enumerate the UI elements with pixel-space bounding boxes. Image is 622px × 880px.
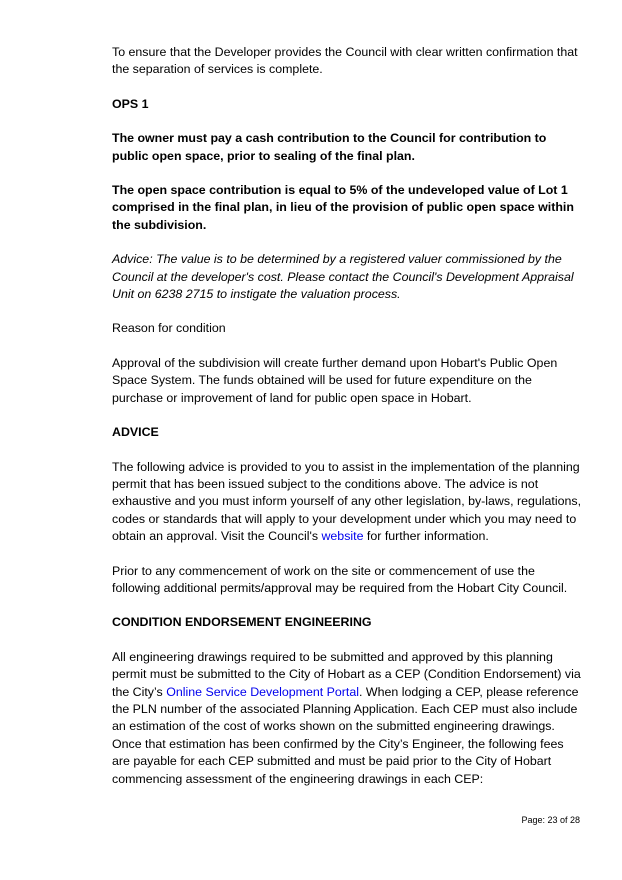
- separation-services-paragraph: To ensure that the Developer provides the Council with clear written confirmation that the separation of services is complete.: [112, 45, 578, 77]
- ops-heading: OPS 1: [112, 96, 149, 111]
- valuation-advice-paragraph: Advice: The value is to be determined by a registered valuer commissioned by the Council at the developer's cost. Please contact the Council's Development Appraisal Unit on 6238 2715 to instigate the valuation process.: [112, 252, 574, 302]
- advice-text-after: for further information.: [363, 529, 489, 544]
- advice-heading: ADVICE: [112, 425, 159, 440]
- ops-cash-contribution-paragraph: The owner must pay a cash contribution to the Council for contribution to public open space, prior to sealing of the final plan.: [112, 131, 547, 163]
- ops-open-space-paragraph: The open space contribution is equal to 5% of the undeveloped value of Lot 1 comprised in the final plan, in lieu of the provision of public open space within the subdivision.: [112, 183, 574, 232]
- website-link[interactable]: website: [321, 529, 364, 544]
- document-body: [112, 44, 582, 805]
- additional-permits-paragraph: Prior to any commencement of work on the site or commencement of use the following additional permits/approval may be required from the Hobart City Council.: [112, 563, 568, 595]
- condition-endorsement-paragraph: [112, 649, 582, 788]
- cond-text-before: All engineering drawings required to be submitted and approved by this planning permit must be submitted to the City of Hobart as a CEP (Condition Endorsement) via the City’s: [112, 649, 581, 699]
- reason-label: Reason for condition: [112, 321, 226, 336]
- advice-text-before: The following advice is provided to you to assist in the implementation of the planning permit that has been issued subject to the conditions above. The advice is not exhaustive and you must inform yourself of any other legislation, by-laws, regulations, codes or standards that will apply to your development under which you may need to obtain an approval. Visit the Council's: [112, 459, 582, 544]
- condition-endorsement-heading: CONDITION ENDORSEMENT ENGINEERING: [112, 615, 372, 630]
- page-number: Page: 23 of 28: [521, 815, 580, 825]
- development-portal-link[interactable]: Online Service Development Portal: [166, 684, 360, 699]
- advice-paragraph: [112, 459, 582, 546]
- reason-paragraph: Approval of the subdivision will create further demand upon Hobart's Public Open Space System. The funds obtained will be used for future expenditure on the purchase or improvement of land for public open space in Hobart.: [112, 355, 558, 405]
- cond-text-after: . When lodging a CEP, please reference the PLN number of the associated Planning Application. Each CEP must also include an estimation of the cost of works shown on the submitted engineering drawings. Once that estimation has been confirmed by the City’s Engineer, the following fees are payable for each CEP submitted and must be paid prior to the City of Hobart commencing assessment of the engineering drawings in each CEP:: [112, 684, 579, 786]
